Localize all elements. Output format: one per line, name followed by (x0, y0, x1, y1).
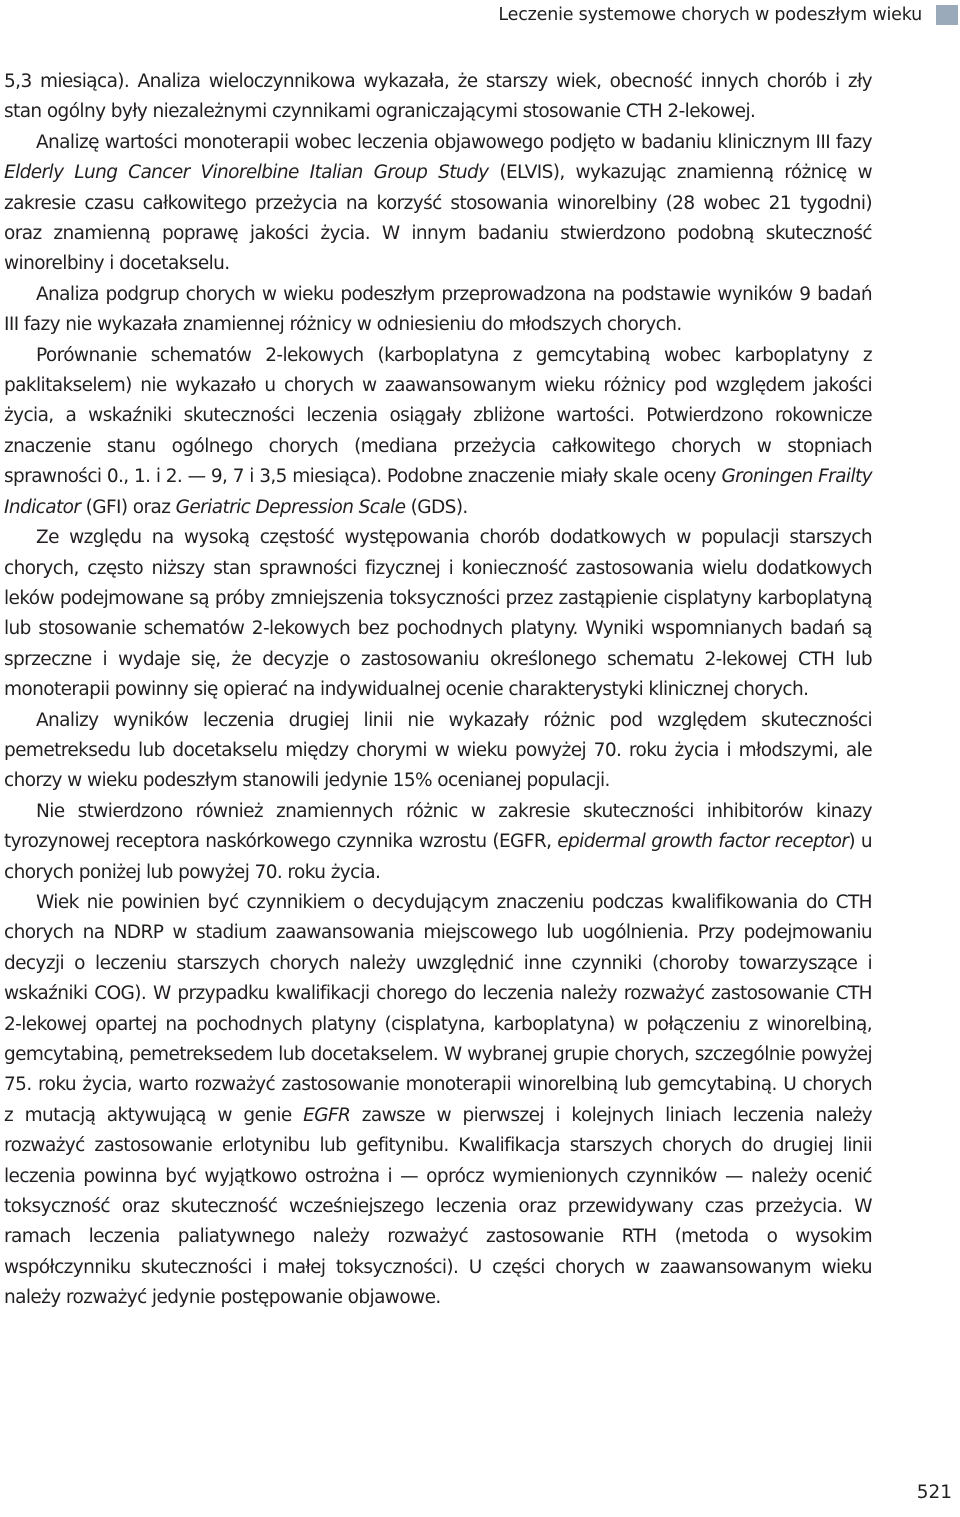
paragraph (4, 523, 872, 705)
page-number: 521 (916, 1482, 952, 1503)
paragraph-text: Analiza podgrup chorych w wieku podeszłym przeprowadzona na podstawie wyników 9 badań III fazy nie wykazała znamiennej różnicy w odniesieniu do młodszych chorych. (4, 283, 872, 336)
study-name-italic: Elderly Lung Cancer Vinorelbine Italian Group Study (4, 162, 489, 184)
paragraph (4, 67, 872, 128)
paragraph-text: Analizy wyników leczenia drugiej linii nie wykazały różnic pod względem skuteczności pemetreksedu lub docetakselu między chorymi w wieku powyżej 70. roku życia i młodszymi, ale chorzy w wieku podeszłym stanowili jedynie 15% ocenianej populacji. (4, 709, 872, 792)
paragraph-text: (ELVIS), wykazując znamienną różnicę w zakresie czasu całkowitego przeżycia na korzyść stosowania winorelbiny (28 wobec 21 tygodni) oraz znamienną poprawę jakości życia. W innym badaniu stwierdzono podobną skuteczność winorelbiny i docetakselu. (4, 162, 872, 275)
running-header-title: Leczenie systemowe chorych w podeszłym wieku (498, 5, 922, 25)
paragraph-text: (GFI) oraz (80, 496, 176, 518)
paragraph (4, 341, 872, 523)
paragraph-text: Nie stwierdzono również znamiennych różnic w zakresie skuteczności inhibitorów kinazy tyrozynowej receptora naskórkowego czynnika wzrostu (EGFR, (4, 800, 872, 853)
paragraph-text: 5,3 miesiąca). Analiza wieloczynnikowa wykazała, że starszy wiek, obecność innych chorób i zły stan ogólny były niezależnymi czynnikami ograniczającymi stosowanie CTH 2-lekowej. (4, 71, 872, 123)
paragraph (4, 280, 872, 341)
paragraph (4, 797, 872, 888)
paragraph-text: Ze względu na wysoką częstość występowania chorób dodatkowych w populacji starszych chorych, często niższy stan sprawności fizycznej i konieczność zastosowania wielu dodatkowych leków podejmowane są próby zmniejszenia toksyczności przez zastąpienie cisplatyny karboplatyną lub stosowanie schematów 2-lekowych bez pochodnych platyny. Wyniki wspomnianych badań są sprzeczne i wydaje się, że decyzje o zastosowaniu określonego schematu 2-lekowej CTH lub monoterapii powinny się opierać na indywidualnej ocenie charakterystyki klinicznej chorych. (4, 527, 872, 701)
paragraph (4, 128, 872, 280)
running-header (498, 4, 960, 26)
gene-name-italic: EGFR (303, 1104, 351, 1126)
paragraph-text: (GDS). (405, 496, 468, 518)
header-marker-square (936, 5, 958, 25)
paragraph (4, 706, 872, 797)
paragraph-text: Wiek nie powinien być czynnikiem o decydującym znaczeniu podczas kwalifikowania do CTH chorych na NDRP w stadium zaawansowania miejscowego lub uogólnienia. Przy podejmowaniu decyzji o leczeniu starszych chorych należy uwzględnić inne czynniki (choroby towarzyszące i wskaźniki COG). W przypadku kwalifikacji chorego do leczenia należy rozważyć zastosowanie CTH 2-lekowej opartej na pochodnych platyny (cisplatyna, karboplatyna) w połączeniu z winorelbiną, gemcytabiną, pemetreksedem lub docetakselem. W wybranej grupie chorych, szczególnie powyżej 75. roku życia, warto rozważyć zastosowanie monoterapii winorelbiną lub gemcytabiną. U chorych z mutacją aktywującą w genie (4, 891, 872, 1126)
scale-name-italic: Geriatric Depression Scale (175, 496, 406, 518)
paragraph (4, 888, 872, 1314)
term-italic: epidermal growth factor receptor (557, 831, 849, 853)
paragraph-text: Porównanie schematów 2-lekowych (karboplatyna z gemcytabiną wobec karboplatyny z paklitakselem) nie wykazało u chorych w zaawansowanym wieku różnicy pod względem jakości życia, a wskaźniki skuteczności leczenia osiągały zbliżone wartości. Potwierdzono rokownicze znaczenie stanu ogólnego chorych (mediana przeżycia całkowitego chorych w stopniach sprawności 0., 1. i 2. — 9, 7 i 3,5 miesiąca). Podobne znaczenie miały skale oceny (4, 344, 872, 488)
body-text (4, 67, 872, 1314)
paragraph-text: ) u chorych poniżej lub powyżej 70. roku życia. (4, 831, 873, 883)
scale-name-italic: Groningen Frailty Indicator (4, 466, 872, 518)
paragraph-text: Analizę wartości monoterapii wobec leczenia objawowego podjęto w badaniu klinicznym III fazy (36, 131, 872, 153)
paragraph-text: zawsze w pierwszej i kolejnych liniach leczenia należy rozważyć zastosowanie erlotynibu lub gefitynibu. Kwalifikacja starszych chorych do drugiej linii leczenia powinna być wyjątkowo ostrożna i — oprócz wymienionych czynników — należy ocenić toksyczność oraz skuteczność wcześniejszego leczenia oraz przewidywany czas przeżycia. W ramach leczenia paliatywnego należy rozważyć zastosowanie RTH (metoda o wysokim współczynniku skuteczności i małej toksyczności). U części chorych w zaawansowanym wieku należy rozważyć jedynie postępowanie objawowe. (4, 1104, 872, 1309)
